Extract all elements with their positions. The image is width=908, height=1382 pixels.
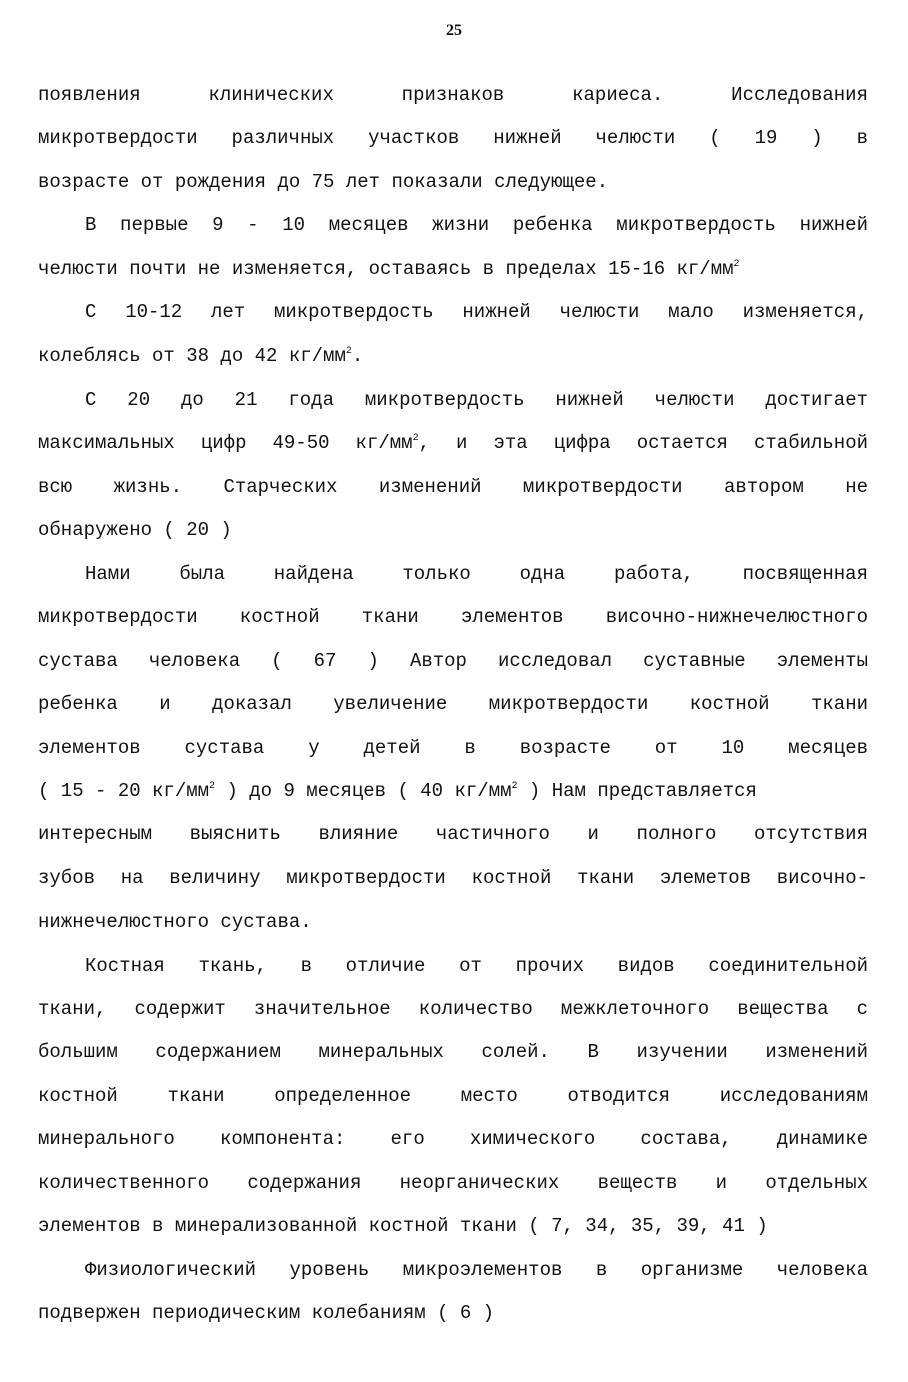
text-line	[38, 432, 868, 454]
superscript: 2	[412, 433, 419, 444]
text-line: сустава человека ( 67 ) Автор исследовал суставные элементы	[38, 650, 868, 672]
text-segment: ( 15 - 20 кг/мм	[38, 780, 210, 802]
superscript: 2	[209, 781, 216, 792]
text-line: подвержен периодическим колебаниям ( 6 )	[38, 1302, 495, 1324]
text-line: появления клинических признаков кариеса. Исследования	[38, 84, 868, 106]
text-line: минерального компонента: его химического состава, динамике	[38, 1128, 868, 1150]
text-line: элементов в минерализованной костной ткани ( 7, 34, 35, 39, 41 )	[38, 1215, 768, 1237]
text-segment: , и эта цифра остается стабильной	[418, 432, 869, 454]
text-line: всю жизнь. Старческих изменений микротвердости автором не	[38, 476, 868, 498]
text-line	[38, 780, 868, 802]
text-segment: челюсти почти не изменяется, оставаясь в пределах 15-16 кг/мм	[38, 258, 734, 280]
text-segment: колеблясь от 38 до 42 кг/мм	[38, 345, 346, 367]
text-segment: максимальных цифр 49-50 кг/мм	[38, 432, 413, 454]
text-line: возрасте от рождения до 75 лет показали следующее.	[38, 171, 609, 193]
text-segment: ) Нам представляется	[517, 780, 757, 802]
text-line: С 10-12 лет микротвердость нижней челюсти мало изменяется,	[85, 301, 868, 323]
text-line: С 20 до 21 года микротвердость нижней челюсти достигает	[85, 389, 868, 411]
text-line: обнаружено ( 20 )	[38, 519, 232, 541]
text-line: микротвердости костной ткани элементов височно-нижнечелюстного	[38, 606, 868, 628]
page-number: 25	[446, 22, 462, 39]
text-line: количественного содержания неорганических веществ и отдельных	[38, 1172, 868, 1194]
text-line: ребенка и доказал увеличение микротвердости костной ткани	[38, 693, 868, 715]
text-line: нижнечелюстного сустава.	[38, 911, 312, 933]
text-segment: ) до 9 месяцев ( 40 кг/мм	[215, 780, 512, 802]
text-segment: .	[351, 345, 364, 367]
text-line: Нами была найдена только одна работа, посвященная	[85, 563, 868, 585]
text-line	[38, 345, 868, 367]
text-line: Физиологический уровень микроэлементов в организме человека	[85, 1259, 868, 1281]
text-line: микротвердости различных участков нижней челюсти ( 19 ) в	[38, 127, 868, 149]
text-line: В первые 9 - 10 месяцев жизни ребенка микротвердость нижней	[85, 214, 868, 236]
superscript: 2	[345, 346, 352, 357]
text-line: ткани, содержит значительное количество межклеточного вещества с	[38, 998, 868, 1020]
text-line	[38, 258, 868, 280]
text-line: костной ткани определенное место отводится исследованиям	[38, 1085, 868, 1107]
text-line: Костная ткань, в отличие от прочих видов соединительной	[85, 955, 868, 977]
superscript: 2	[511, 781, 518, 792]
text-line: интересным выяснить влияние частичного и полного отсутствия	[38, 823, 868, 845]
text-line: большим содержанием минеральных солей. В изучении изменений	[38, 1041, 868, 1063]
superscript: 2	[733, 259, 740, 270]
text-line: элементов сустава у детей в возрасте от 10 месяцев	[38, 737, 868, 759]
text-line: зубов на величину микротвердости костной ткани элеметов височно-	[38, 867, 868, 889]
